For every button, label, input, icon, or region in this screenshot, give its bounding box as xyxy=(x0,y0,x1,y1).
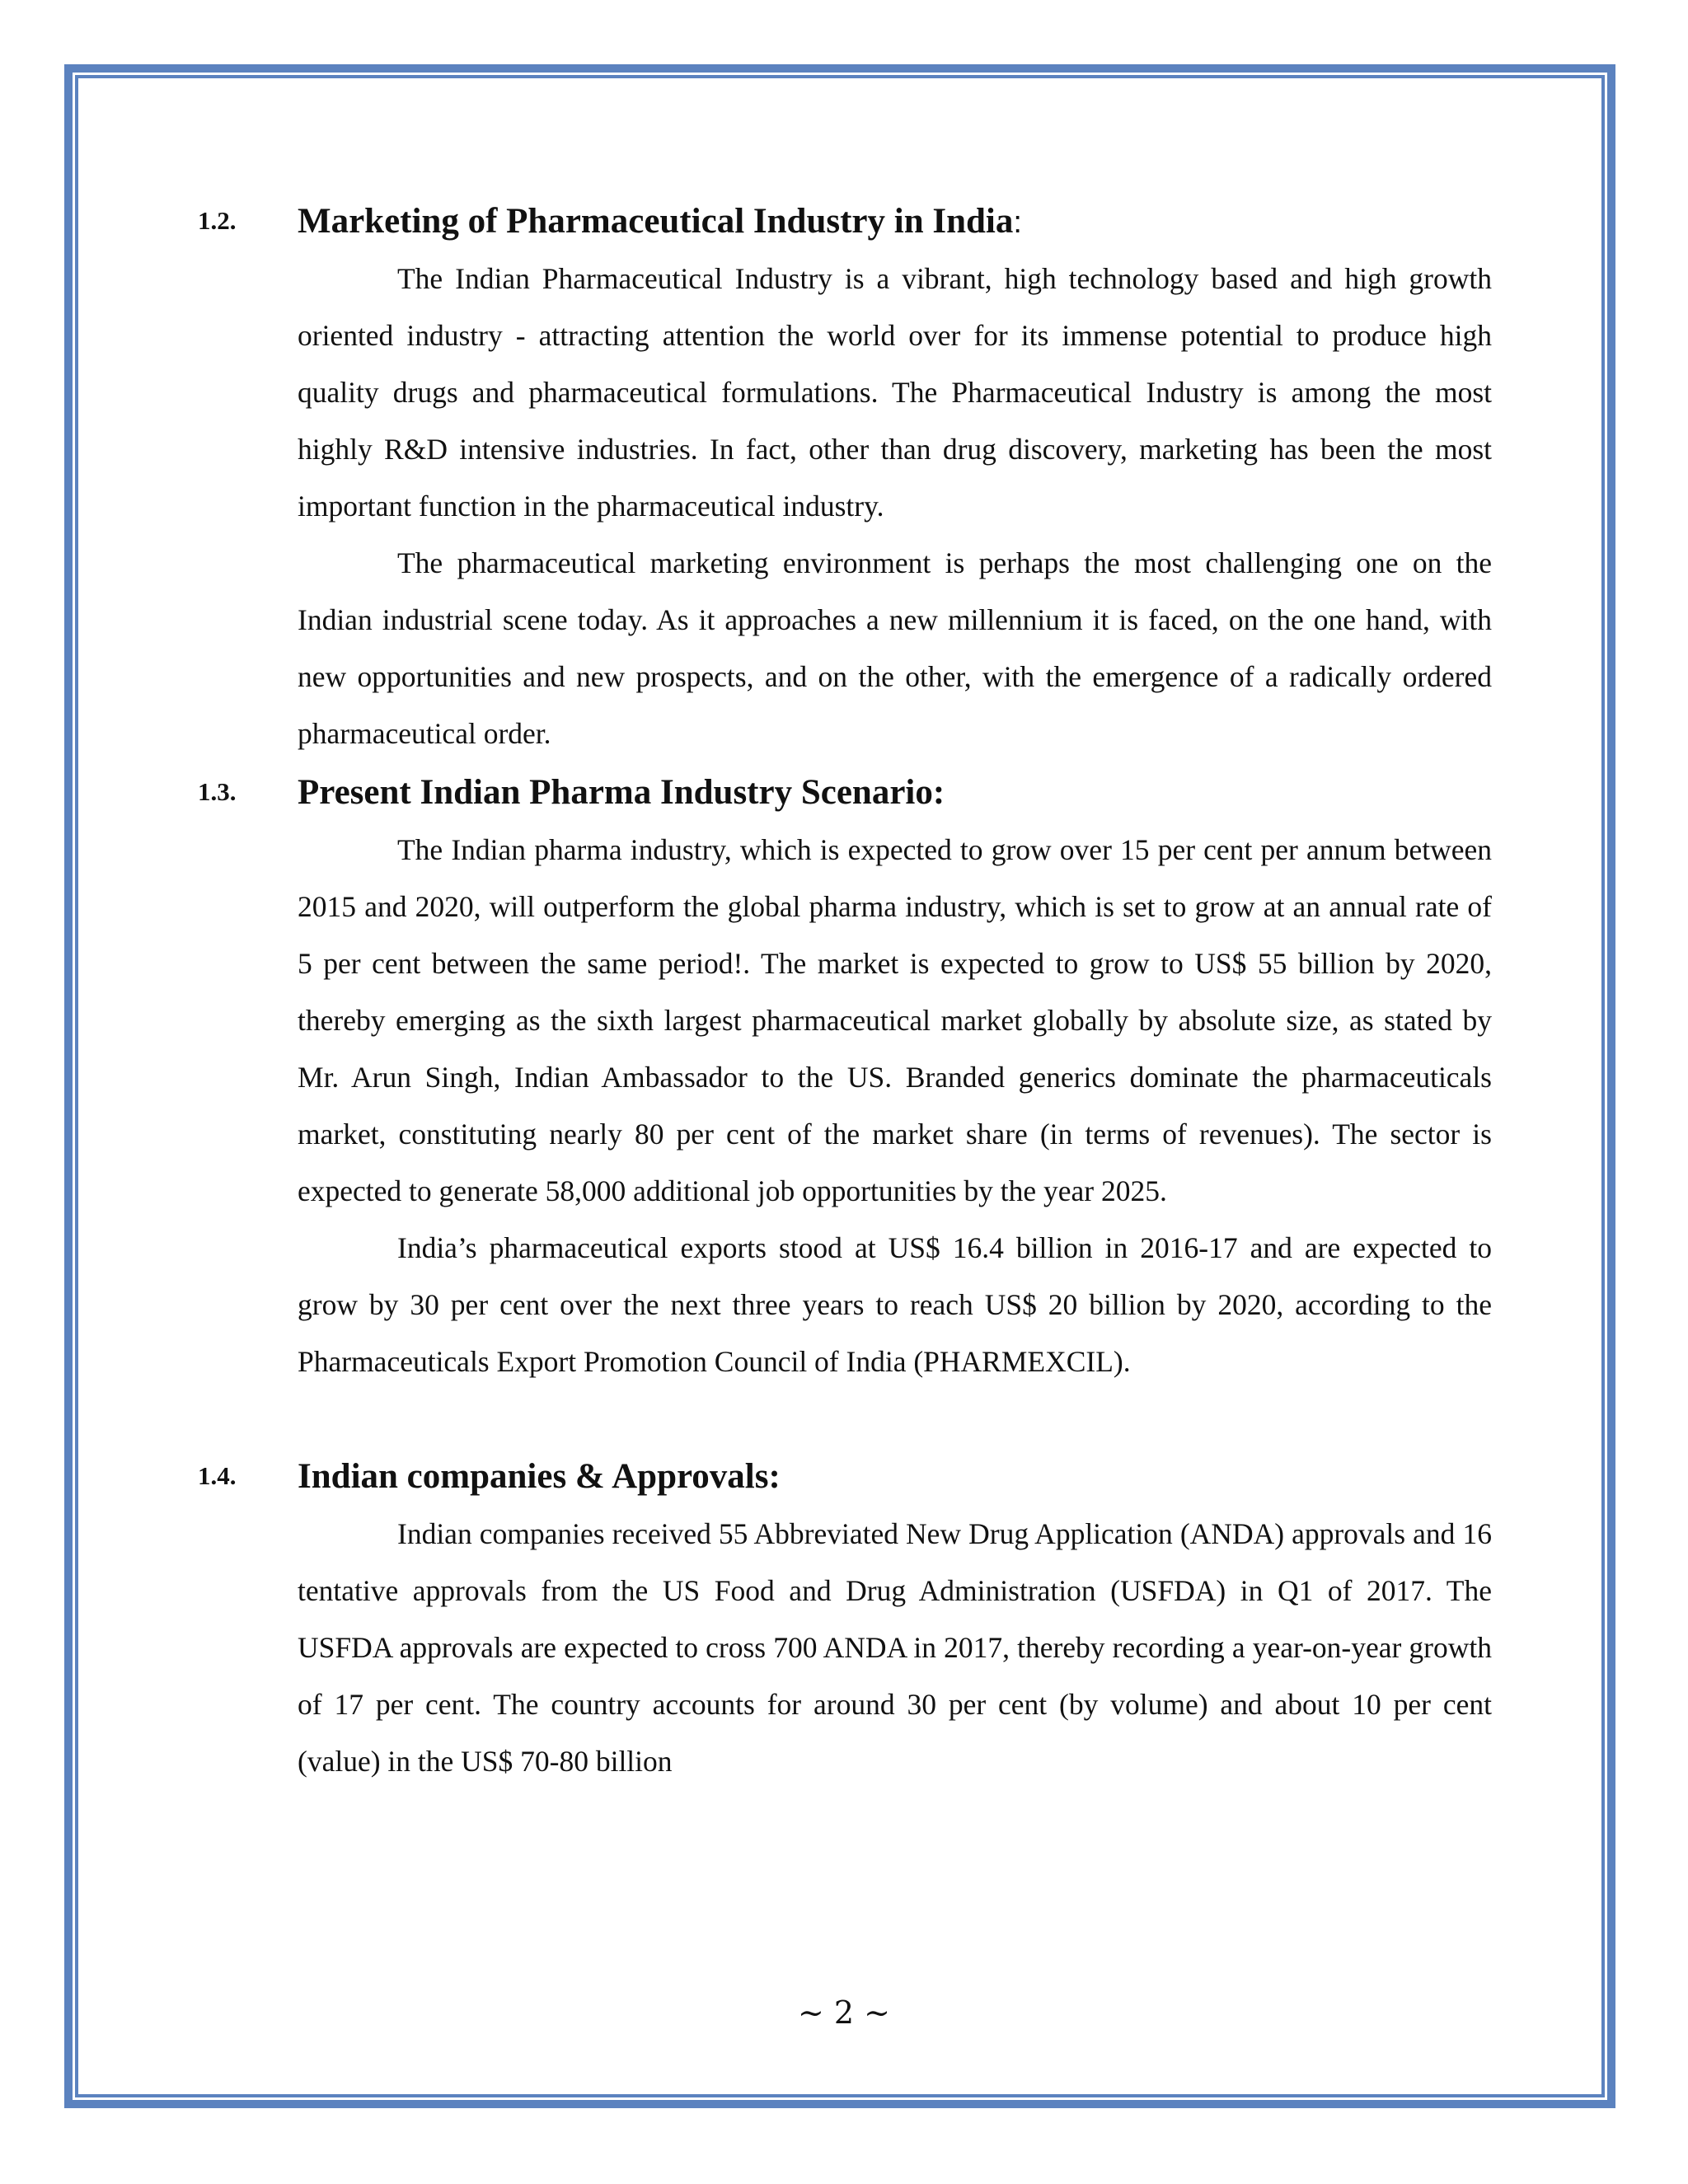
page-number: ~ 2 ~ xyxy=(797,1994,890,2031)
paragraph: Indian companies received 55 Abbreviated New Drug Application (ANDA) approvals and 16 tentative approvals from the US Food and Drug Administration (USFDA) in Q1 of 2017. The USFDA approvals are expected to cross 700 ANDA in 2017, thereby recording a year-on-year growth of 17 per cent. The country accounts for around 30 per cent (by volume) and about 10 per cent (value) in the US$ 70-80 billion xyxy=(298,1517,1492,1778)
section-heading xyxy=(198,1446,1492,1506)
section-spacer xyxy=(198,1390,1492,1446)
paragraph: The Indian Pharmaceutical Industry is a vibrant, high technology based and high growth oriented industry - attracting attention the world over for its immense potential to produce high quality drugs and pharmaceutical formulations. The Pharmaceutical Industry is among the most highly R&D intensive industries. In fact, other than drug discovery, marketing has been the most important function in the pharmaceutical industry. xyxy=(298,262,1492,523)
section-title: Indian companies & Approvals: xyxy=(298,1456,781,1496)
paragraph: The Indian pharma industry, which is expected to grow over 15 per cent per annum between 2015 and 2020, will outperform the global pharma industry, which is set to grow at an annual rate of 5 per cent between the same period!. The market is expected to grow to US$ 55 billion by 2020, thereby emerging as the sixth largest pharmaceutical market globally by absolute size, as stated by Mr. Arun Singh, Indian Ambassador to the US. Branded generics dominate the pharmaceuticals market, constituting nearly 80 per cent of the market share (in terms of revenues). The sector is expected to generate 58,000 additional job opportunities by the year 2025. xyxy=(298,833,1492,1207)
section-title: Present Indian Pharma Industry Scenario: xyxy=(298,772,945,812)
section-title-colon: : xyxy=(1013,204,1022,240)
section-title-text: Marketing of Pharmaceutical Industry in India xyxy=(298,201,1014,241)
section-1-2 xyxy=(198,191,1492,762)
section-1-4 xyxy=(198,1446,1492,1790)
section-heading xyxy=(198,191,1492,251)
section-heading xyxy=(198,762,1492,822)
paragraph: The pharmaceutical marketing environment is perhaps the most challenging one on the Indian industrial scene today. As it approaches a new millennium it is faced, on the one hand, with new opportunities and new prospects, and on the other, with the emergence of a radically ordered pharmaceutical order. xyxy=(298,546,1492,750)
section-number: 1.3. xyxy=(198,777,237,806)
section-number: 1.4. xyxy=(198,1461,237,1490)
document-body xyxy=(198,191,1492,1790)
section-number: 1.2. xyxy=(198,206,237,235)
section-title xyxy=(298,201,1022,241)
section-1-3 xyxy=(198,762,1492,1390)
paragraph: India’s pharmaceutical exports stood at US$ 16.4 billion in 2016-17 and are expected to grow by 30 per cent over the next three years to reach US$ 20 billion by 2020, according to the Pharmaceuticals Export Promotion Council of India (PHARMEXCIL). xyxy=(298,1231,1492,1378)
